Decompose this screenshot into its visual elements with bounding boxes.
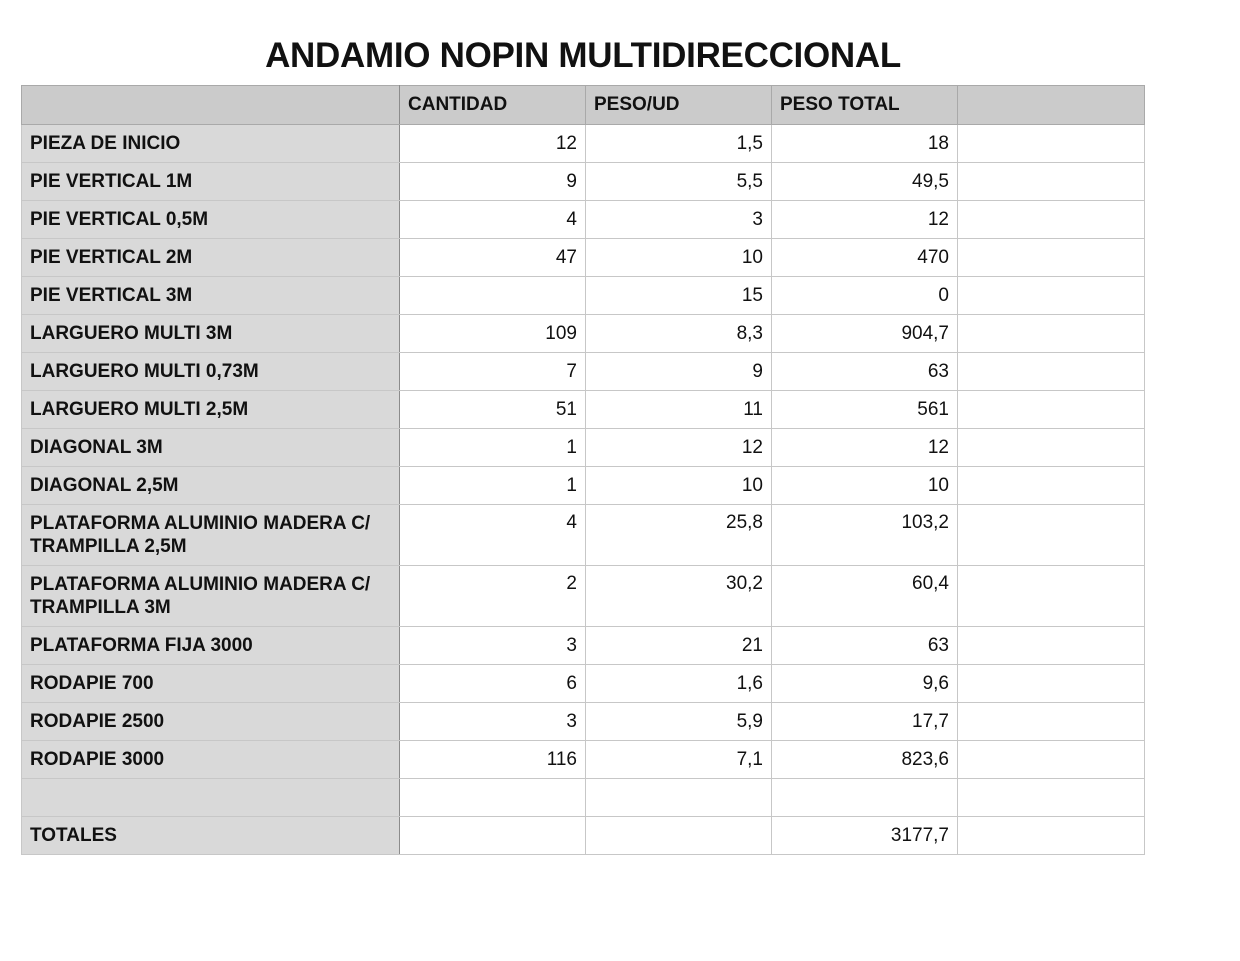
empty-cell[interactable] <box>958 277 1145 315</box>
peso-total-cell[interactable]: 103,2 <box>772 505 958 566</box>
cantidad-cell[interactable]: 1 <box>400 467 586 505</box>
item-name-cell[interactable]: RODAPIE 2500 <box>22 703 400 741</box>
totals-row <box>22 817 1145 855</box>
item-name-cell[interactable]: PLATAFORMA ALUMINIO MADERA C/ TRAMPILLA 2,5M <box>22 505 400 566</box>
peso-total-cell[interactable]: 49,5 <box>772 163 958 201</box>
table-row <box>22 627 1145 665</box>
table-row <box>22 163 1145 201</box>
table-row <box>22 201 1145 239</box>
cantidad-cell[interactable]: 51 <box>400 391 586 429</box>
peso-total-cell[interactable]: 9,6 <box>772 665 958 703</box>
peso-total-cell[interactable]: 0 <box>772 277 958 315</box>
table-row <box>22 125 1145 163</box>
empty-cell[interactable] <box>958 505 1145 566</box>
empty-cell[interactable] <box>958 163 1145 201</box>
table-row <box>22 315 1145 353</box>
item-name-cell[interactable]: LARGUERO MULTI 0,73M <box>22 353 400 391</box>
table-row <box>22 741 1145 779</box>
cantidad-cell[interactable]: 4 <box>400 505 586 566</box>
cantidad-cell[interactable] <box>400 779 586 817</box>
peso-ud-cell[interactable]: 5,5 <box>586 163 772 201</box>
peso-ud-cell[interactable]: 5,9 <box>586 703 772 741</box>
peso-total-cell[interactable]: 561 <box>772 391 958 429</box>
totals-label-cell[interactable]: TOTALES <box>22 817 400 855</box>
empty-cell[interactable] <box>958 239 1145 277</box>
item-name-cell[interactable]: PLATAFORMA FIJA 3000 <box>22 627 400 665</box>
table-row <box>22 239 1145 277</box>
item-name-cell[interactable]: RODAPIE 3000 <box>22 741 400 779</box>
cantidad-cell[interactable]: 109 <box>400 315 586 353</box>
table-row <box>22 703 1145 741</box>
header-cell-peso-ud[interactable]: PESO/UD <box>586 86 772 125</box>
table-row <box>22 391 1145 429</box>
empty-cell[interactable] <box>958 665 1145 703</box>
table-row <box>22 429 1145 467</box>
peso-ud-cell[interactable]: 15 <box>586 277 772 315</box>
cantidad-cell[interactable]: 9 <box>400 163 586 201</box>
peso-total-cell[interactable]: 904,7 <box>772 315 958 353</box>
empty-cell[interactable] <box>958 201 1145 239</box>
peso-total-cell[interactable]: 17,7 <box>772 703 958 741</box>
table-row <box>22 779 1145 817</box>
peso-total-cell[interactable]: 823,6 <box>772 741 958 779</box>
item-name-cell[interactable]: PLATAFORMA ALUMINIO MADERA C/ TRAMPILLA 3M <box>22 566 400 627</box>
peso-total-cell[interactable]: 63 <box>772 353 958 391</box>
peso-total-cell[interactable]: 63 <box>772 627 958 665</box>
empty-cell[interactable] <box>958 391 1145 429</box>
peso-ud-cell[interactable]: 3 <box>586 201 772 239</box>
peso-total-cell[interactable]: 470 <box>772 239 958 277</box>
peso-total-cell[interactable] <box>772 779 958 817</box>
cantidad-cell[interactable] <box>400 277 586 315</box>
empty-cell[interactable] <box>958 703 1145 741</box>
peso-ud-cell[interactable]: 30,2 <box>586 566 772 627</box>
peso-ud-cell[interactable]: 1,6 <box>586 665 772 703</box>
item-name-cell[interactable]: PIE VERTICAL 1M <box>22 163 400 201</box>
header-row <box>22 86 1145 125</box>
item-name-cell[interactable]: PIEZA DE INICIO <box>22 125 400 163</box>
header-cell-name[interactable] <box>22 86 400 125</box>
item-name-cell[interactable]: DIAGONAL 2,5M <box>22 467 400 505</box>
empty-cell[interactable] <box>958 125 1145 163</box>
totals-peso-total-cell[interactable]: 3177,7 <box>772 817 958 855</box>
empty-cell[interactable] <box>958 627 1145 665</box>
table-row <box>22 505 1145 566</box>
cantidad-cell[interactable]: 3 <box>400 627 586 665</box>
peso-ud-cell[interactable]: 10 <box>586 239 772 277</box>
peso-total-cell[interactable]: 12 <box>772 201 958 239</box>
peso-ud-cell[interactable]: 9 <box>586 353 772 391</box>
item-name-cell[interactable]: PIE VERTICAL 0,5M <box>22 201 400 239</box>
header-cell-empty[interactable] <box>958 86 1145 125</box>
empty-cell[interactable] <box>958 353 1145 391</box>
table-row <box>22 277 1145 315</box>
header-cell-cantidad[interactable]: CANTIDAD <box>400 86 586 125</box>
table-row <box>22 566 1145 627</box>
totals-peso-ud-cell[interactable] <box>586 817 772 855</box>
cantidad-cell[interactable]: 2 <box>400 566 586 627</box>
peso-total-cell[interactable]: 60,4 <box>772 566 958 627</box>
peso-ud-cell[interactable]: 10 <box>586 467 772 505</box>
cantidad-cell[interactable]: 4 <box>400 201 586 239</box>
peso-ud-cell[interactable]: 11 <box>586 391 772 429</box>
totals-empty-cell[interactable] <box>958 817 1145 855</box>
cantidad-cell[interactable]: 12 <box>400 125 586 163</box>
cantidad-cell[interactable]: 3 <box>400 703 586 741</box>
table-row <box>22 665 1145 703</box>
peso-total-cell[interactable]: 12 <box>772 429 958 467</box>
item-name-cell[interactable]: PIE VERTICAL 2M <box>22 239 400 277</box>
peso-ud-cell[interactable]: 25,8 <box>586 505 772 566</box>
item-name-cell[interactable]: PIE VERTICAL 3M <box>22 277 400 315</box>
totals-cantidad-cell[interactable] <box>400 817 586 855</box>
page-title: ANDAMIO NOPIN MULTIDIRECCIONAL <box>265 36 901 75</box>
cantidad-cell[interactable]: 47 <box>400 239 586 277</box>
item-name-cell[interactable]: LARGUERO MULTI 3M <box>22 315 400 353</box>
table-row <box>22 467 1145 505</box>
item-name-cell[interactable] <box>22 779 400 817</box>
peso-ud-cell[interactable]: 1,5 <box>586 125 772 163</box>
peso-total-cell[interactable]: 10 <box>772 467 958 505</box>
item-name-cell[interactable]: RODAPIE 700 <box>22 665 400 703</box>
header-cell-peso-total[interactable]: PESO TOTAL <box>772 86 958 125</box>
peso-ud-cell[interactable] <box>586 779 772 817</box>
item-name-cell[interactable]: LARGUERO MULTI 2,5M <box>22 391 400 429</box>
cantidad-cell[interactable]: 7 <box>400 353 586 391</box>
table-row <box>22 353 1145 391</box>
empty-cell[interactable] <box>958 429 1145 467</box>
cantidad-cell[interactable]: 116 <box>400 741 586 779</box>
peso-ud-cell[interactable]: 21 <box>586 627 772 665</box>
peso-ud-cell[interactable]: 8,3 <box>586 315 772 353</box>
weight-table <box>21 85 1145 855</box>
peso-ud-cell[interactable]: 12 <box>586 429 772 467</box>
empty-cell[interactable] <box>958 779 1145 817</box>
peso-ud-cell[interactable]: 7,1 <box>586 741 772 779</box>
empty-cell[interactable] <box>958 315 1145 353</box>
cantidad-cell[interactable]: 1 <box>400 429 586 467</box>
peso-total-cell[interactable]: 18 <box>772 125 958 163</box>
item-name-cell[interactable]: DIAGONAL 3M <box>22 429 400 467</box>
cantidad-cell[interactable]: 6 <box>400 665 586 703</box>
empty-cell[interactable] <box>958 467 1145 505</box>
empty-cell[interactable] <box>958 566 1145 627</box>
empty-cell[interactable] <box>958 741 1145 779</box>
